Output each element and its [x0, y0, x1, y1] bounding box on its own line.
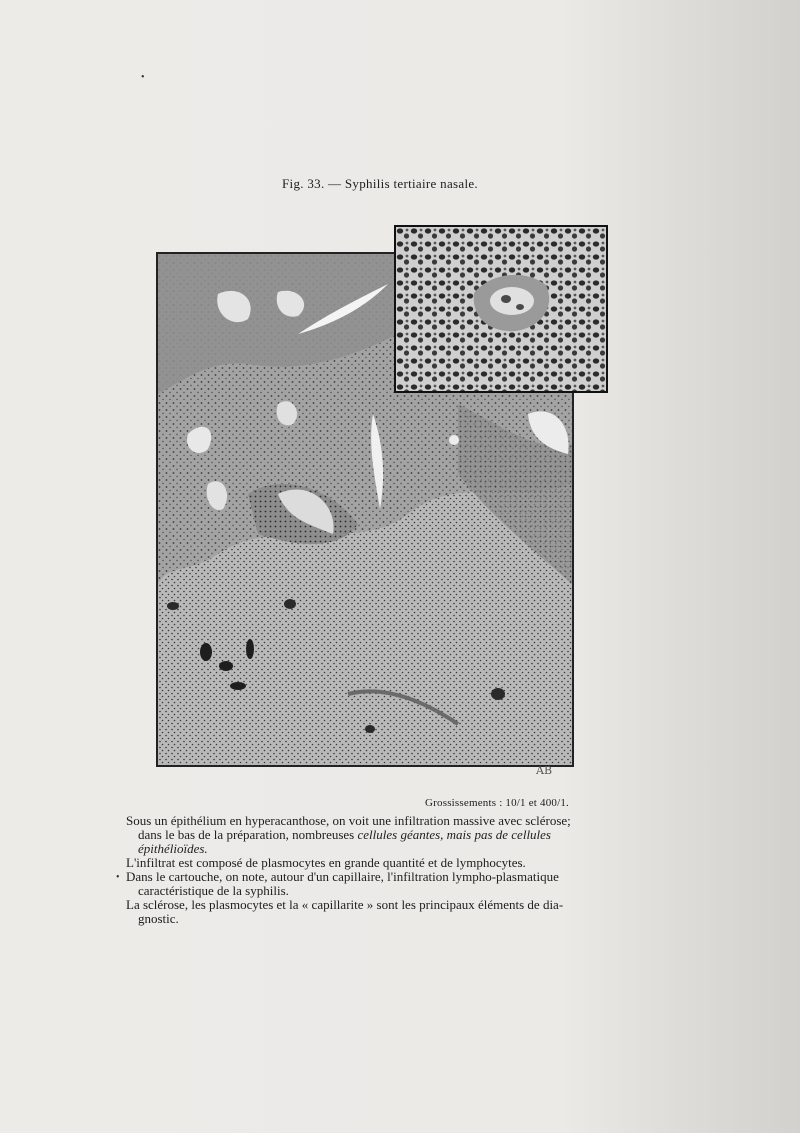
paragraph-1-line-2-emphasis: cellules géantes, mais pas de cellules: [357, 827, 551, 842]
paragraph-1: [126, 814, 646, 856]
inset-figure: [394, 225, 608, 393]
paragraph-1-line-2: [126, 827, 551, 842]
paragraph-4-line-2: gnostic.: [138, 911, 179, 926]
paragraph-3-line-1: Dans le cartouche, on note, autour d'un capillaire, l'infiltration lympho-plasmatique: [126, 869, 559, 884]
speck: •: [116, 872, 120, 883]
paragraph-1-line-1: Sous un épithélium en hyperacanthose, on voit une infiltration massive avec sclérose;: [126, 813, 571, 828]
paragraph-3-line-2: caractéristique de la syphilis.: [138, 883, 289, 898]
paragraph-1-line-3-emphasis: épithélioïdes.: [138, 841, 208, 856]
paragraph-3: [126, 870, 646, 898]
speck: •: [141, 72, 145, 83]
paragraph-4-line-1: La sclérose, les plasmocytes et la « capillarite » sont les principaux éléments de dia-: [126, 897, 564, 912]
paragraph-1-line-2-text: dans le bas de la préparation, nombreuses: [138, 827, 358, 842]
artist-signature: AB: [536, 764, 553, 777]
description-text: [126, 814, 646, 926]
inset-image: [396, 227, 606, 391]
magnification-note: Grossissements : 10/1 et 400/1.: [425, 797, 570, 809]
figure-caption: Fig. 33. — Syphilis tertiaire nasale.: [282, 176, 478, 191]
paragraph-1-line-3: [126, 841, 208, 856]
paragraph-4: [126, 898, 646, 926]
paragraph-2: L'infiltrat est composé de plasmocytes en grande quantité et de lymphocytes.: [126, 855, 526, 870]
